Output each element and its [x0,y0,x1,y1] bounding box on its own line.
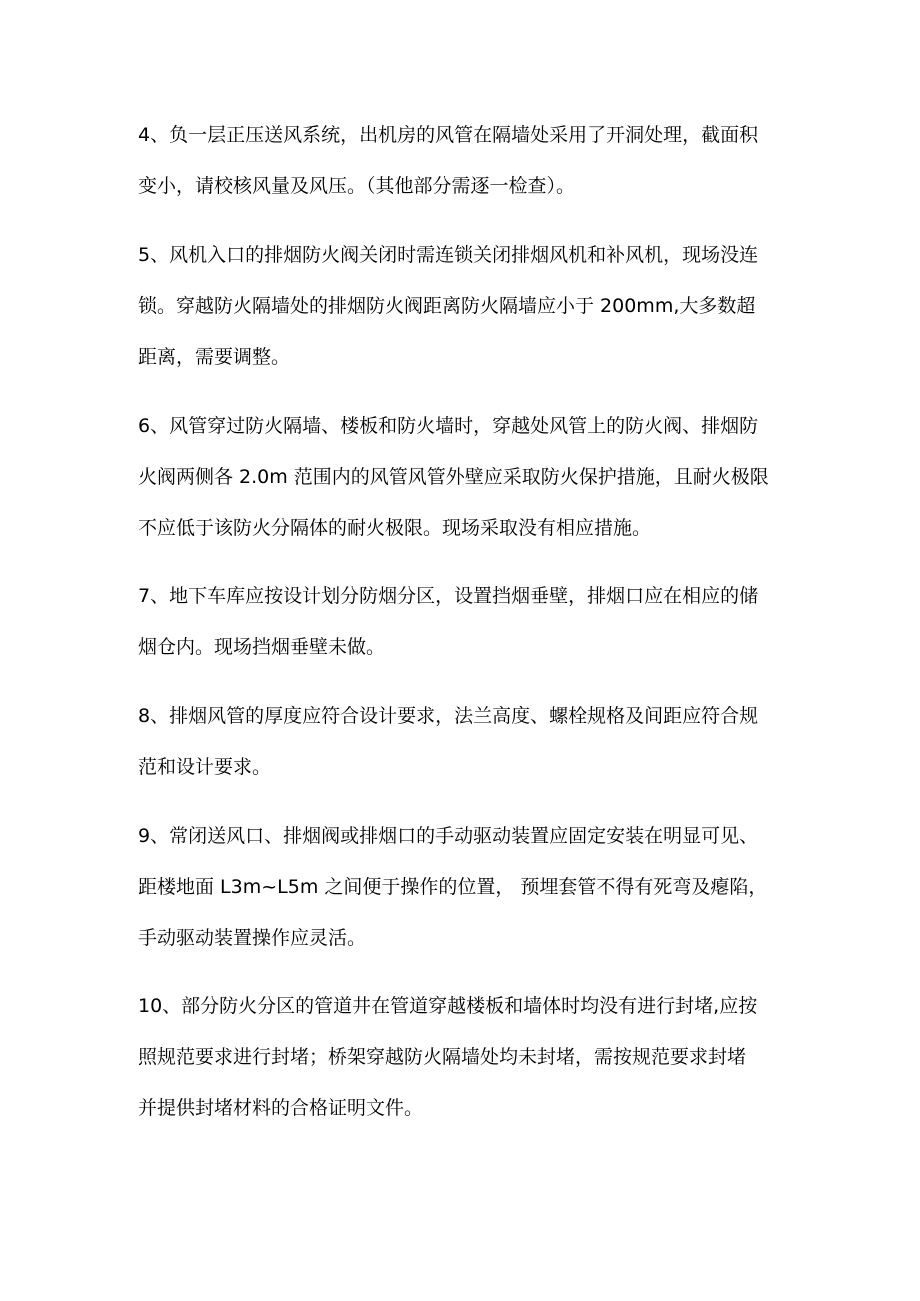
list-item-7 [138,579,798,664]
list-item-6 [138,409,798,545]
list-item-5 [138,238,798,374]
text-line: 范和设计要求。 [138,756,272,778]
text-line: 不应低于该防火分隔体的耐火极限。现场采取没有相应措施。 [138,517,652,539]
text-line: 9、常闭送风口、排烟阀或排烟口的手动驱动装置应固定安装在明显可见、 [138,825,759,847]
text-line: 距楼地面 L3m~L5m 之间便于操作的位置， 预埋套管不得有死弯及瘪陷， [138,876,768,898]
text-line: 4、负一层正压送风系统，出机房的风管在隔墙处采用了开洞处理，截面积 [138,124,759,146]
text-line: 火阀两侧各 2.0m 范围内的风管风管外壁应采取防火保护措施，且耐火极限 [138,466,769,488]
text-line: 7、地下车库应按设计划分防烟分区，设置挡烟垂壁，排烟口应在相应的储 [138,585,759,607]
list-item-9 [138,819,798,955]
text-line: 手动驱动装置操作应灵活。 [138,927,367,949]
text-line: 6、风管穿过防火隔墙、楼板和防火墙时，穿越处风管上的防火阀、排烟防 [138,415,759,437]
text-line: 照规范要求进行封堵；桥架穿越防火隔墙处均未封堵，需按规范要求封堵 [138,1046,747,1068]
text-line: 锁。穿越防火隔墙处的排烟防火阀距离防火隔墙应小于 200mm,大多数超 [138,295,756,317]
text-line: 5、风机入口的排烟防火阀关闭时需连锁关闭排烟风机和补风机，现场没连 [138,244,759,266]
list-item-8 [138,699,798,784]
list-item-4 [138,118,798,203]
text-line: 烟仓内。现场挡烟垂壁未做。 [138,636,386,658]
text-line: 距离，需要调整。 [138,346,291,368]
list-item-10 [138,989,798,1125]
text-line: 10、部分防火分区的管道井在管道穿越楼板和墙体时均没有进行封堵,应按 [138,995,758,1017]
text-line: 并提供封堵材料的合格证明文件。 [138,1097,424,1119]
text-line: 变小，请校核风量及风压。（其他部分需逐一检查）。 [138,175,576,197]
text-line: 8、排烟风管的厚度应符合设计要求，法兰高度、螺栓规格及间距应符合规 [138,705,759,727]
